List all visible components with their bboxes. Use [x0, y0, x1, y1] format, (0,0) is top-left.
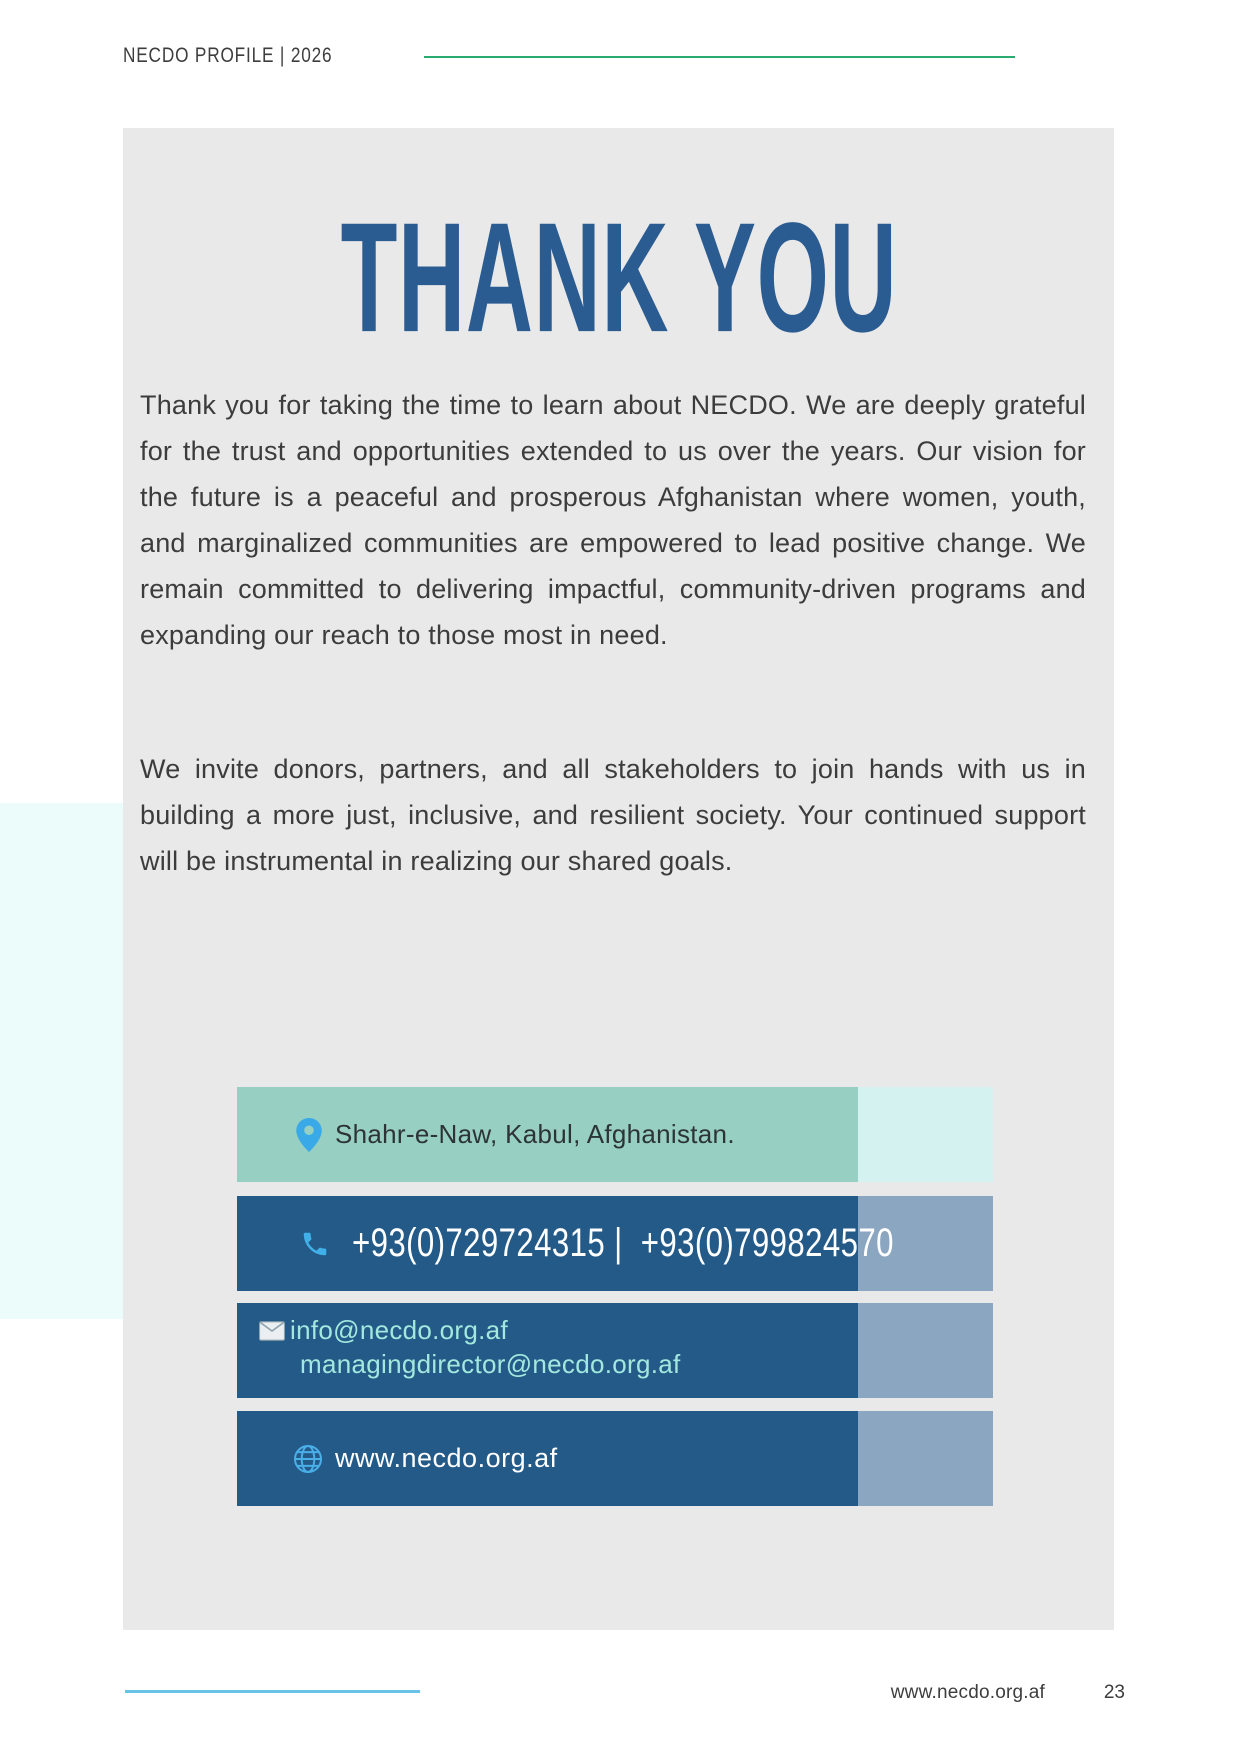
contact-row-email — [237, 1303, 993, 1398]
footer-page-number: 23 — [1103, 1682, 1125, 1703]
paragraph-thanks: Thank you for taking the time to learn about NECDO. We are deeply grateful for the trust and opportunities extended to us over the years. Our vision for the future is a peaceful and prosperous Afghanistan where women, youth, and marginalized communities are empowered to lead positive change. We remain committed to delivering impactful, community-driven programs and expanding our reach to those most in need. — [140, 390, 1086, 650]
location-pin-icon — [296, 1118, 322, 1152]
email-envelope-icon — [259, 1321, 285, 1341]
email-line-2 — [300, 1349, 858, 1380]
content-panel — [123, 128, 1114, 1630]
address-text: Shahr-e-Naw, Kabul, Afghanistan. — [335, 1119, 735, 1149]
globe-icon — [293, 1444, 323, 1474]
paragraph-invite: We invite donors, partners, and all stakeholders to join hands with us in building a more just, inclusive, and resilient society. Your continued support will be instrumental in realizing our shared goals. — [140, 754, 1086, 876]
contact-row-website — [237, 1411, 993, 1506]
footer-rule — [125, 1690, 420, 1693]
email-bar — [237, 1303, 858, 1398]
header-title: NECDO PROFILE | 2026 — [123, 44, 333, 67]
page-title: THANK YOU — [340, 189, 897, 365]
footer-website: www.necdo.org.af — [890, 1682, 1045, 1703]
address-bar-tail — [858, 1087, 993, 1182]
address-bar — [237, 1087, 858, 1182]
phone-bar — [237, 1196, 894, 1291]
phone-icon — [300, 1229, 330, 1259]
title-wrap — [123, 189, 1114, 365]
header-rule — [424, 56, 1015, 58]
contact-row-phone — [237, 1196, 993, 1291]
email-secondary: managingdirector@necdo.org.af — [300, 1349, 681, 1379]
website-bar — [237, 1411, 858, 1506]
contact-row-address — [237, 1087, 993, 1182]
left-accent-bar — [0, 803, 123, 1319]
phone-numbers: +93(0)729724315 | +93(0)799824570 — [352, 1221, 894, 1265]
website-text: www.necdo.org.af — [335, 1443, 558, 1473]
email-bar-tail — [858, 1303, 993, 1398]
email-primary: info@necdo.org.af — [290, 1315, 508, 1345]
website-bar-tail — [858, 1411, 993, 1506]
email-line-1 — [259, 1315, 858, 1346]
